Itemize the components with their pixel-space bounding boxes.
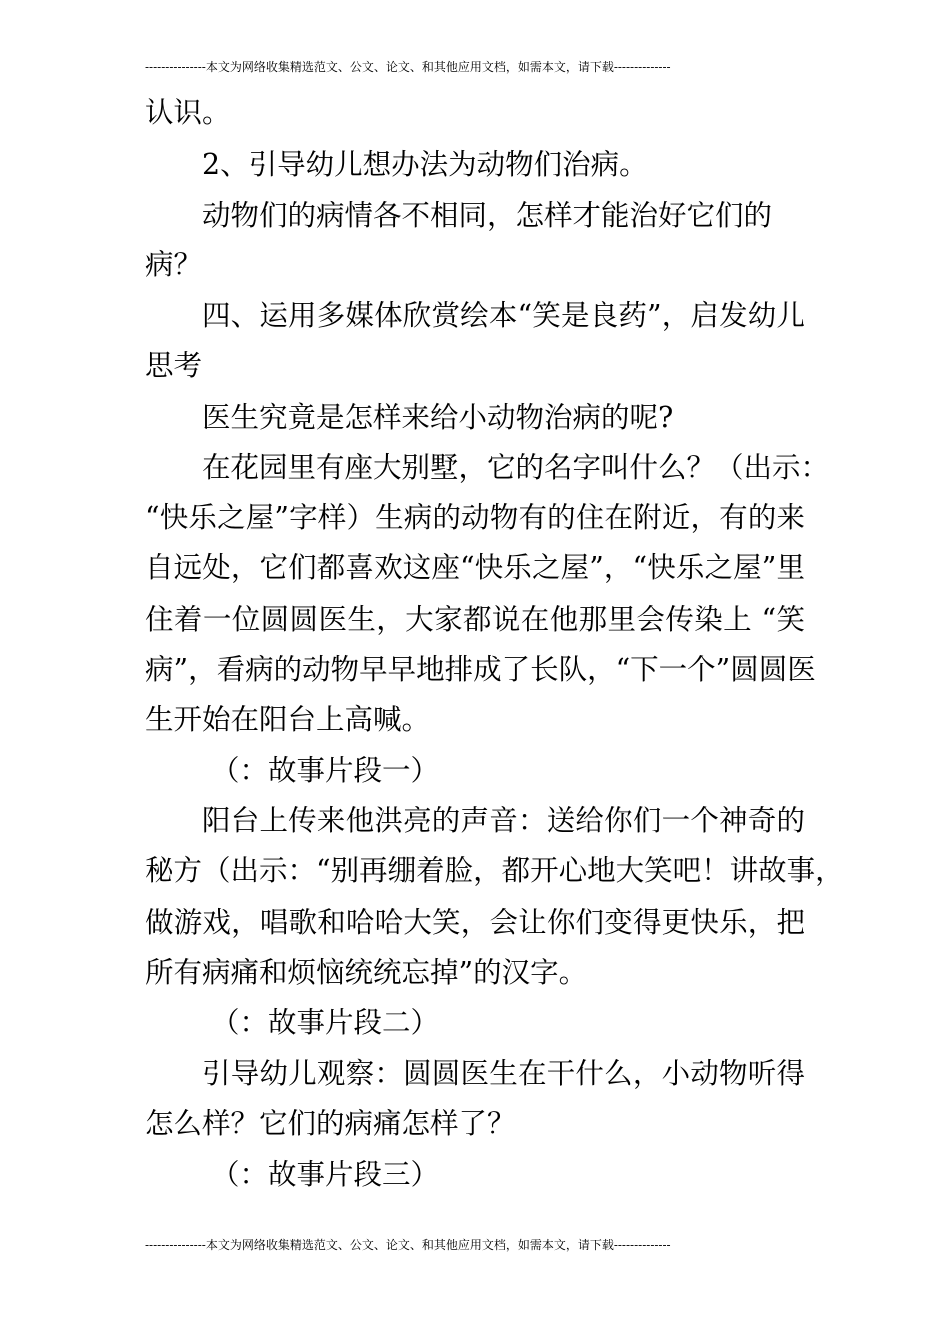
text-line: 病”，看病的动物早早地排成了长队，“下一个”圆圆医 [145, 653, 816, 686]
text-line: 自远处，它们都喜欢这座“快乐之屋”，“快乐之屋”里 [145, 551, 805, 584]
page-footer: ---------------本文为网络收集精选范文、公文、论文、和其他应用文档，如需本文，请下载-------------- [145, 1238, 671, 1252]
text-line: 在花园里有座大别墅，它的名字叫什么？（出示： [202, 451, 830, 484]
text-line: 认识。 [145, 96, 231, 129]
text-line: 引导幼儿观察：圆圆医生在干什么，小动物听得 [202, 1057, 805, 1090]
text-line: 怎么样？它们的病痛怎样了？ [145, 1107, 516, 1140]
text-line: 做游戏，唱歌和哈哈大笑，会让你们变得更快乐，把 [145, 906, 805, 939]
text-line: 阳台上传来他洪亮的声音：送给你们一个神奇的 [202, 804, 805, 837]
text-line: （：故事片段一） [211, 754, 440, 787]
text-line: 病？ [145, 248, 203, 281]
text-line: （：故事片段二） [211, 1006, 440, 1039]
text-line: 动物们的病情各不相同，怎样才能治好它们的 [202, 199, 773, 232]
page-header: ---------------本文为网络收集精选范文、公文、论文、和其他应用文档，如需本文，请下载-------------- [145, 60, 671, 74]
text-line: 秘方（出示：“别再绷着脸，都开心地大笑吧！讲故事， [145, 854, 844, 887]
text-line: （：故事片段三） [211, 1158, 440, 1191]
text-line: 医生究竟是怎样来给小动物治病的呢? [202, 401, 674, 434]
text-line: 四、运用多媒体欣赏绘本“笑是良药”，启发幼儿 [202, 299, 805, 332]
text-line: 思考 [145, 349, 203, 382]
text-line: 2、引导幼儿想办法为动物们治病。 [202, 148, 648, 181]
text-line: 所有病痛和烦恼统统忘掉”的汉字。 [145, 956, 588, 989]
text-line: 住着一位圆圆医生，大家都说在他那里会传染上 “笑 [145, 603, 805, 636]
text-line: “快乐之屋”字样）生病的动物有的住在附近，有的来 [145, 501, 805, 534]
text-line: 生开始在阳台上高喊。 [145, 703, 431, 736]
